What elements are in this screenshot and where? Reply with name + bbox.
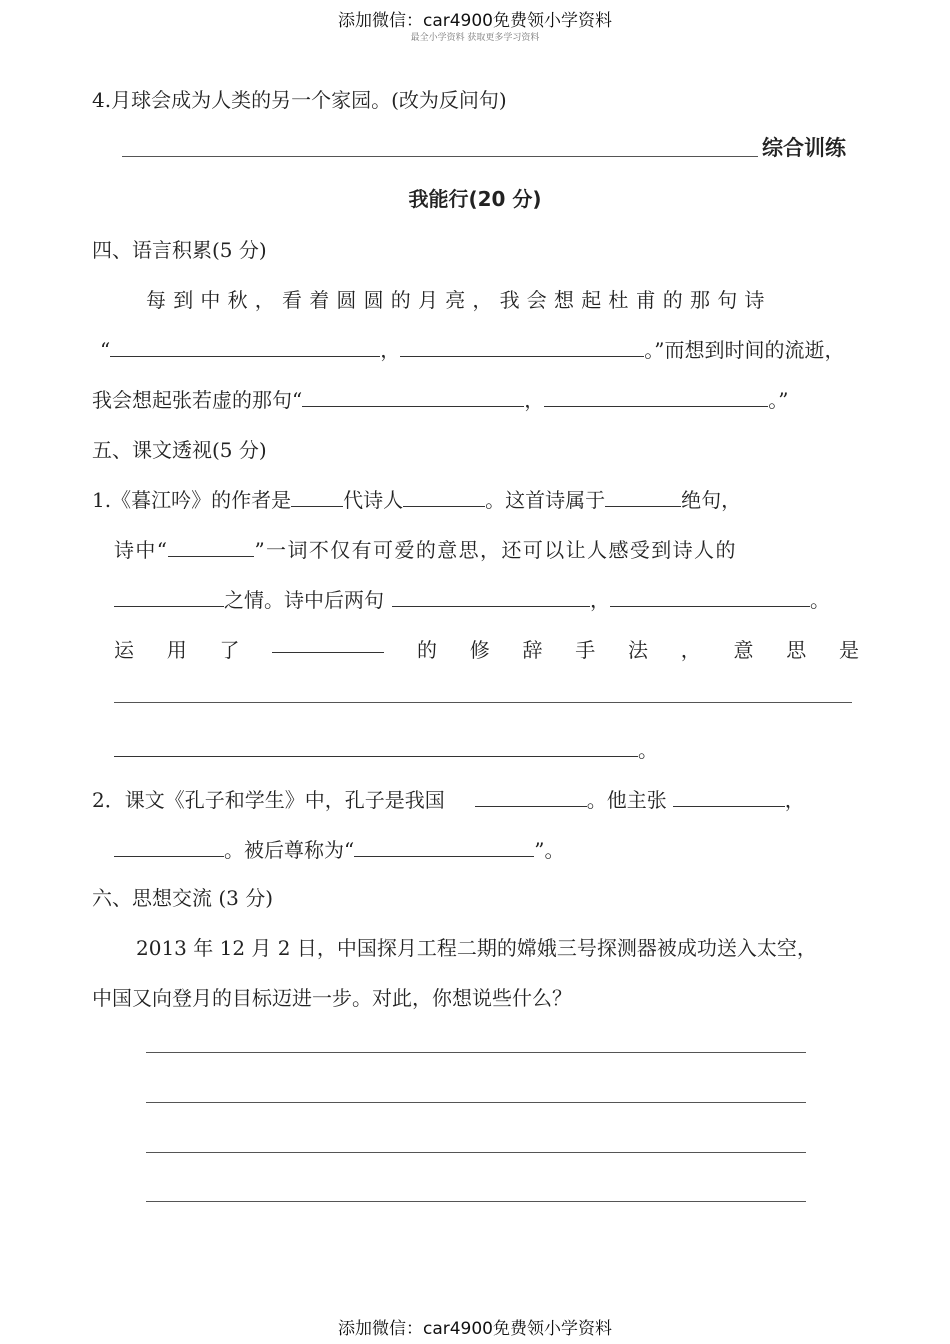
blank-emotion[interactable] <box>114 588 224 607</box>
part4-line3-tail: 。” <box>768 388 789 412</box>
blank-advocate-2[interactable] <box>114 838 224 857</box>
blank-poet[interactable] <box>403 488 485 507</box>
char: 是 <box>839 638 859 662</box>
answer-line-2[interactable] <box>146 1102 806 1103</box>
q1-text-f: ”一词不仅有可爱的意思，还可以让人感受到诗人的 <box>254 538 737 562</box>
blank-zhangruoxu-poem-2[interactable] <box>544 388 768 407</box>
part5-heading: 五、课文透视(5 分) <box>92 438 267 462</box>
char: 手 <box>575 638 596 662</box>
q2-text-b: 。他主张 <box>586 788 667 812</box>
question-4-text: 4.月球会成为人类的另一个家园。(改为反问句) <box>92 88 507 112</box>
watermark-subtext: 最全小学资料 获取更多学习资料 <box>410 33 540 43</box>
answer-line-q4[interactable] <box>122 156 758 157</box>
part4-line1: 每到中秋，看着圆圆的月亮，我会想起杜甫的那句诗 <box>146 288 772 312</box>
watermark-top: 添加微信：car4900免费领小学资料 <box>337 11 613 31</box>
char: 法 <box>628 638 648 662</box>
comma: ， <box>380 338 401 362</box>
char: 辞 <box>522 638 543 662</box>
char: 用 <box>166 638 187 662</box>
blank-poem-type[interactable] <box>605 488 681 507</box>
part4-line2 <box>100 334 844 363</box>
q1-text-b: 代诗人 <box>343 488 404 512</box>
q1-text-e: 诗中“ <box>114 538 169 562</box>
blank-advocate-1[interactable] <box>673 788 785 807</box>
answer-line-3[interactable] <box>146 1152 806 1153</box>
char: 的 <box>417 638 437 662</box>
part4-line3 <box>92 384 788 413</box>
period: 。 <box>638 738 658 762</box>
comma: ， <box>784 788 805 812</box>
answer-line-4[interactable] <box>146 1201 806 1202</box>
blank-zhangruoxu-poem-1[interactable] <box>302 388 524 407</box>
blank-dynasty[interactable] <box>291 488 343 507</box>
part5-q1-line6 <box>114 734 658 763</box>
blank-dufu-poem-1[interactable] <box>110 338 380 357</box>
char: 运 <box>114 638 134 662</box>
part4-line3-head: 我会想起张若虚的那句“ <box>92 388 303 412</box>
q1-text-c: 。这首诗属于 <box>485 488 606 512</box>
answer-line-1[interactable] <box>146 1052 806 1053</box>
q2-text-a: 2．课文《孔子和学生》中，孔子是我国 <box>92 788 445 812</box>
q1-text-d: 绝句， <box>681 488 742 512</box>
part6-line2: 中国又向登月的目标迈进一步。对此，你想说些什么？ <box>92 986 572 1010</box>
part5-q2-line2 <box>114 834 564 863</box>
part4-line2-tail: 。”而想到时间的流逝， <box>644 338 845 362</box>
comma: ， <box>524 388 545 412</box>
blank-dufu-poem-2[interactable] <box>400 338 644 357</box>
watermark-bottom: 添加微信：car4900免费领小学资料 <box>337 1319 613 1339</box>
period: 。 <box>810 588 830 612</box>
part4-heading: 四、语言积累(5 分) <box>92 238 267 262</box>
q2-text-d: 。被后尊称为“ <box>224 838 355 862</box>
char: 意 <box>733 638 754 662</box>
q1-text-a: 1.《暮江吟》的作者是 <box>92 488 292 512</box>
blank-line-3[interactable] <box>392 588 590 607</box>
section-subtitle: 我能行(20 分) <box>408 187 542 211</box>
blank-line-4[interactable] <box>610 588 810 607</box>
char: 了 <box>219 638 240 662</box>
char: ， <box>680 638 701 662</box>
blank-confucius-role[interactable] <box>475 788 587 807</box>
open-quote: “ <box>100 338 111 362</box>
char: 修 <box>469 638 490 662</box>
section-title: 综合训练 <box>762 136 846 160</box>
blank-rhetoric[interactable] <box>272 634 384 653</box>
char: 思 <box>786 638 807 662</box>
answer-line-meaning-2[interactable] <box>114 738 638 757</box>
part5-q2-line1 <box>92 784 805 813</box>
blank-word[interactable] <box>168 538 254 557</box>
blank-honorific[interactable] <box>354 838 534 857</box>
part5-q1-line2 <box>114 534 737 563</box>
part6-line1: 2013 年 12 月 2 日，中国探月工程二期的嫦娥三号探测器被成功送入太空， <box>136 936 817 960</box>
answer-line-meaning-1[interactable] <box>114 702 852 703</box>
part5-q1-line1 <box>92 484 741 513</box>
part5-q1-line3 <box>114 584 830 613</box>
q1-text-g: 之情。诗中后两句 <box>224 588 384 612</box>
part5-q1-line4 <box>114 634 859 663</box>
part6-heading: 六、思想交流 (3 分) <box>92 886 274 910</box>
comma: ， <box>590 588 610 612</box>
q2-text-e: ”。 <box>534 838 565 862</box>
